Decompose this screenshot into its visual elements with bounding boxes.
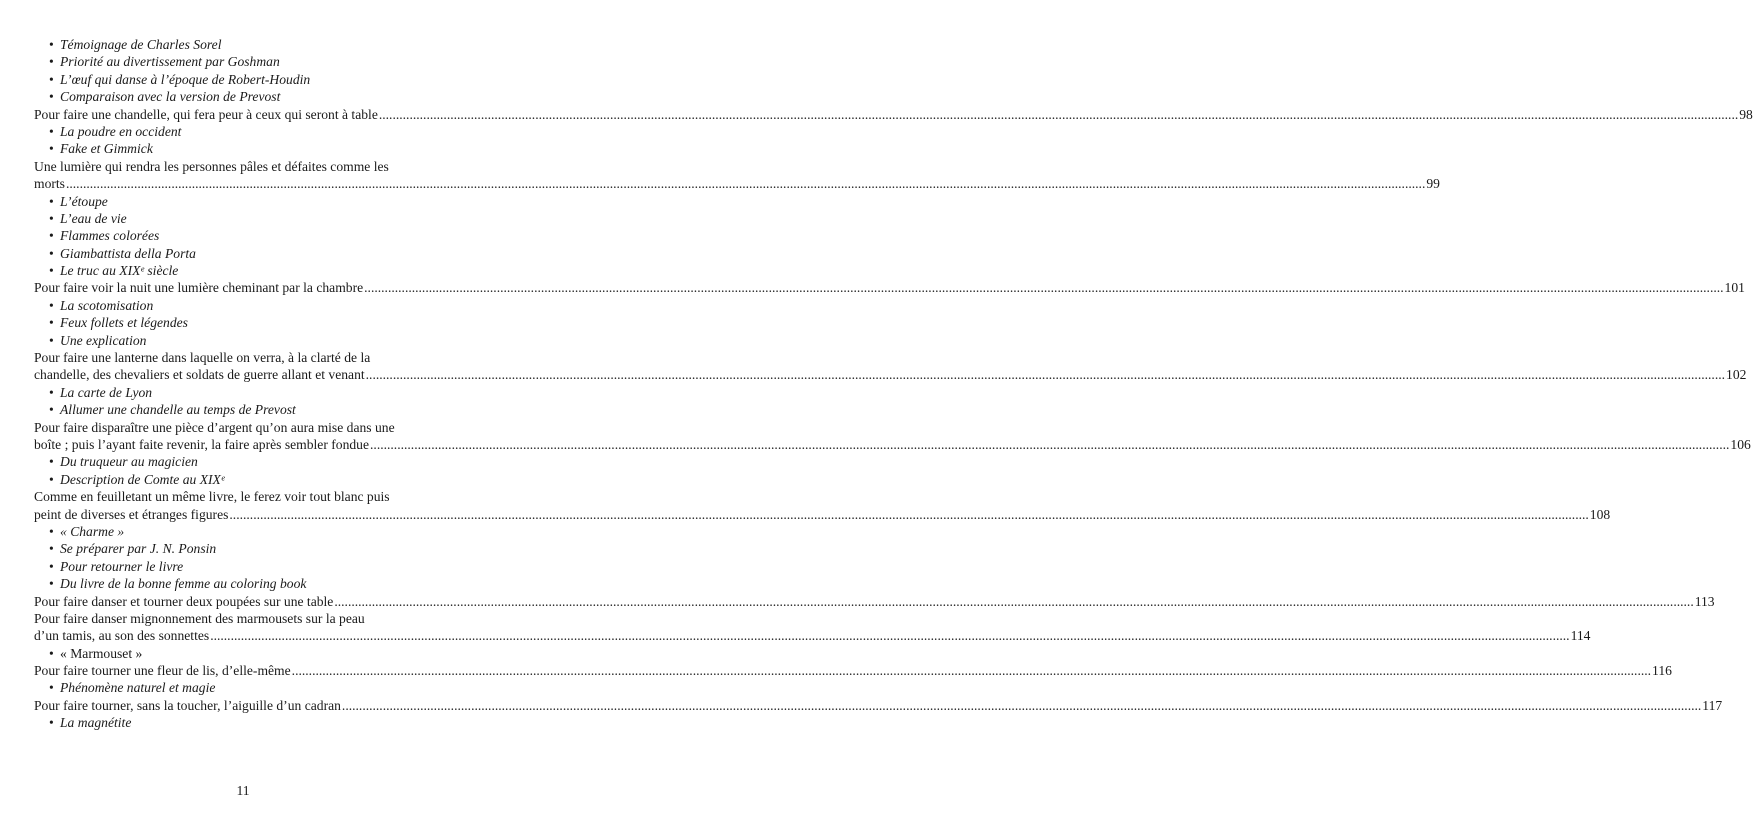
toc-subentry-text: Flammes colorées [60, 228, 160, 244]
dot-leader: ................................................................................................................................................................................................................................................................................................................................................................................................................ [370, 436, 1730, 452]
toc-entry [34, 610, 1591, 645]
dot-leader: ................................................................................................................................................................................................................................................................................................................................................................................................................ [341, 697, 1702, 713]
toc-entry-text: boîte ; puis l’ayant faite revenir, la faire après sembler fondue [34, 436, 370, 452]
toc-entry-text: Pour faire disparaître une pièce d’argent qu’on aura mise dans une [34, 419, 395, 435]
toc-entry-text: morts [34, 176, 65, 192]
toc-subentry-text: Comparaison avec la version de Prevost [60, 89, 281, 105]
bullet-icon: • [49, 454, 54, 470]
toc-entry-text: Pour faire danser et tourner deux poupées sur une table [34, 593, 334, 609]
table-of-contents [34, 36, 1753, 732]
page-number: 11 [236, 783, 250, 798]
toc-subentry [34, 332, 454, 349]
toc-subentry-text: Fake et Gimmick [60, 141, 153, 157]
dot-leader: ................................................................................................................................................................................................................................................................................................................................................................................................................ [365, 367, 1726, 383]
toc-subentry [34, 471, 454, 488]
toc-subentry [34, 227, 454, 244]
toc-entry [34, 158, 1440, 193]
toc-subentry [34, 384, 454, 401]
dot-leader: ................................................................................................................................................................................................................................................................................................................................................................................................................ [65, 176, 1426, 192]
toc-subentry-text: La scotomisation [60, 297, 154, 313]
toc-subentry-text: La poudre en occident [60, 123, 182, 139]
bullet-icon: • [49, 576, 54, 592]
toc-page-number: 117 [1702, 697, 1723, 713]
toc-subentry [34, 401, 454, 418]
bullet-icon: • [49, 297, 54, 313]
toc-subentry [34, 558, 454, 575]
bullet-icon: • [49, 141, 54, 157]
toc-subentry [34, 575, 454, 592]
bullet-icon: • [49, 263, 54, 279]
toc-entry-text: chandelle, des chevaliers et soldats de guerre allant et venant [34, 367, 365, 383]
toc-subentry [34, 540, 454, 557]
toc-entry [34, 106, 1753, 123]
bullet-icon: • [49, 471, 54, 487]
toc-subentry [34, 679, 454, 696]
bullet-icon: • [49, 228, 54, 244]
dot-leader: ................................................................................................................................................................................................................................................................................................................................................................................................................ [334, 593, 1694, 609]
bullet-icon: • [49, 37, 54, 52]
dot-leader: ................................................................................................................................................................................................................................................................................................................................................................................................................ [210, 628, 1570, 644]
toc-subentry-text: Le truc au XIXᵉ siècle [60, 263, 179, 279]
bullet-icon: • [49, 715, 54, 731]
bullet-icon: • [49, 193, 54, 209]
bullet-icon: • [49, 54, 54, 70]
bullet-icon: • [49, 680, 54, 696]
toc-subentry-text: L’œuf qui danse à l’époque de Robert-Houdin [60, 71, 311, 87]
toc-entry [34, 349, 1747, 384]
toc-entry-text: Comme en feuilletant un même livre, le ferez voir tout blanc puis [34, 489, 390, 505]
toc-subentry-text: Se préparer par J. N. Ponsin [60, 541, 217, 557]
dot-leader: ................................................................................................................................................................................................................................................................................................................................................................................................................ [364, 280, 1724, 296]
toc-page-number: 116 [1652, 663, 1672, 679]
bullet-icon: • [49, 71, 54, 87]
toc-subentry [34, 71, 454, 88]
bullet-icon: • [49, 541, 54, 557]
bullet-icon: • [49, 89, 54, 105]
toc-subentry-text: Pour retourner le livre [60, 558, 184, 574]
toc-subentry [34, 88, 454, 105]
toc-entry [34, 697, 1723, 714]
toc-page-number: 102 [1726, 367, 1747, 383]
toc-subentry [34, 245, 454, 262]
bullet-icon: • [49, 523, 54, 539]
bullet-icon: • [49, 402, 54, 418]
toc-entry-text: Pour faire voir la nuit une lumière cheminant par la chambre [34, 280, 364, 296]
toc-subentry-text: Phénomène naturel et magie [60, 680, 216, 696]
toc-subentry-text: « Marmouset » [60, 645, 143, 661]
bullet-icon: • [49, 123, 54, 139]
toc-entry-text: d’un tamis, au son des sonnettes [34, 628, 210, 644]
bullet-icon: • [49, 245, 54, 261]
toc-entry-text: Pour faire tourner une fleur de lis, d’elle-même [34, 663, 291, 679]
bullet-icon: • [49, 210, 54, 226]
toc-subentry [34, 523, 454, 540]
bullet-icon: • [49, 384, 54, 400]
toc-entry [34, 662, 1672, 679]
toc-subentry-text: Feux follets et légendes [60, 315, 188, 331]
toc-subentry-text: La magnétite [60, 715, 132, 731]
toc-subentry [34, 53, 454, 70]
toc-subentry [34, 297, 454, 314]
toc-entry-text: Pour faire une chandelle, qui fera peur à ceux qui seront à table [34, 106, 378, 122]
toc-entry-text: peint de diverses et étranges figures [34, 506, 229, 522]
toc-entry-text: Pour faire danser mignonnement des marmousets sur la peau [34, 610, 365, 626]
toc-page-number: 106 [1730, 436, 1751, 452]
toc-subentry [34, 262, 454, 279]
toc-subentry-text: Priorité au divertissement par Goshman [60, 54, 280, 70]
toc-subentry [34, 193, 454, 210]
toc-subentry [34, 645, 454, 662]
toc-page-number: 108 [1589, 506, 1611, 522]
toc-entry [34, 279, 1745, 296]
toc-subentry-text: Description de Comte au XIXᵉ [60, 471, 225, 487]
toc-subentry-text: Une explication [60, 332, 147, 348]
toc-subentry [34, 453, 454, 470]
toc-entry-text: Une lumière qui rendra les personnes pâles et défaites comme les [34, 158, 389, 174]
toc-subentry-text: Du livre de la bonne femme au coloring book [60, 576, 307, 592]
toc-entry [34, 593, 1715, 610]
toc-subentry [34, 714, 454, 731]
toc-subentry [34, 210, 454, 227]
toc-subentry [34, 314, 454, 331]
dot-leader: ................................................................................................................................................................................................................................................................................................................................................................................................................ [378, 106, 1739, 122]
toc-subentry-text: Témoignage de Charles Sorel [60, 37, 222, 52]
toc-subentry [34, 123, 454, 140]
dot-leader: ................................................................................................................................................................................................................................................................................................................................................................................................................ [229, 506, 1589, 522]
bullet-icon: • [49, 558, 54, 574]
toc-subentry [34, 36, 454, 53]
bullet-icon: • [49, 332, 54, 348]
toc-subentry-text: Allumer une chandelle au temps de Prevost [60, 402, 296, 418]
toc-page-number: 99 [1426, 176, 1440, 192]
toc-entry-text: Pour faire une lanterne dans laquelle on verra, à la clarté de la [34, 350, 371, 366]
toc-entry-text: Pour faire tourner, sans la toucher, l’aiguille d’un cadran [34, 697, 341, 713]
toc-subentry-text: La carte de Lyon [60, 384, 153, 400]
toc-page-number: 98 [1739, 106, 1753, 122]
bullet-icon: • [49, 645, 54, 661]
toc-subentry-text: Du truqueur au magicien [60, 454, 198, 470]
toc-entry [34, 488, 1611, 523]
toc-page-number: 114 [1570, 628, 1591, 644]
toc-subentry-text: L’étoupe [60, 193, 108, 209]
toc-subentry [34, 140, 454, 157]
dot-leader: ................................................................................................................................................................................................................................................................................................................................................................................................................ [291, 663, 1652, 679]
bullet-icon: • [49, 315, 54, 331]
toc-subentry-text: Giambattista della Porta [60, 245, 196, 261]
toc-subentry-text: L’eau de vie [60, 210, 127, 226]
toc-page-number: 101 [1724, 280, 1745, 296]
toc-page-number: 113 [1694, 593, 1715, 609]
toc-entry [34, 419, 1751, 454]
toc-subentry-text: « Charme » [60, 523, 125, 539]
